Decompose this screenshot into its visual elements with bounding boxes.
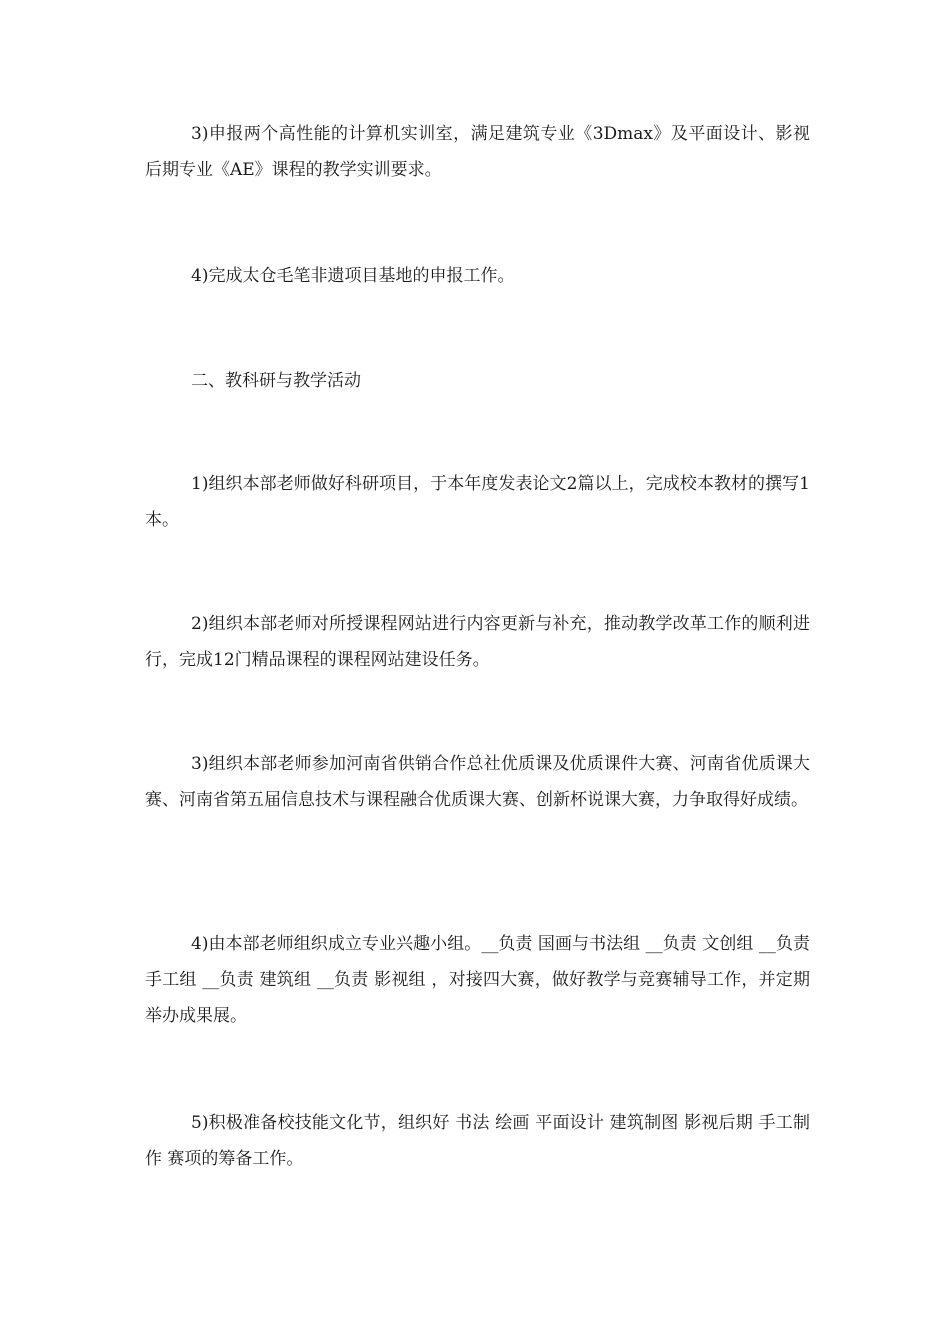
paragraph-brush-heritage-base: 4)完成太仓毛笔非遗项目基地的申报工作。 <box>191 266 515 286</box>
paragraph-course-websites: 2)组织本部老师对所授课程网站进行内容更新与补充，推动教学改革工作的顺利进行，完成12门精品课程的课程网站建设任务。 <box>145 614 810 670</box>
paragraph-research-projects: 1)组织本部老师做好科研项目，于本年度发表论文2篇以上，完成校本教材的撰写1本。 <box>145 474 810 530</box>
paragraph-teaching-competitions: 3)组织本部老师参加河南省供销合作总社优质课及优质课件大赛、河南省优质课大赛、河南省第五届信息技术与课程融合优质课大赛、创新杯说课大赛，力争取得好成绩。 <box>145 754 810 810</box>
paragraph-interest-groups: 4)由本部老师组织成立专业兴趣小组。__负责 国画与书法组 __负责 文创组 __负责 手工组 __负责 建筑组 __负责 影视组 ，对接四大赛，做好教学与竞赛辅导工作，并定期举办成果展。 <box>145 934 810 1026</box>
paragraph-skills-festival: 5)积极准备校技能文化节，组织好 书法 绘画 平面设计 建筑制图 影视后期 手工制作 赛项的筹备工作。 <box>145 1113 810 1169</box>
paragraph-computer-lab-application: 3)申报两个高性能的计算机实训室，满足建筑专业《3Dmax》及平面设计、影视后期专业《AE》课程的教学实训要求。 <box>145 124 810 180</box>
section-heading-research-teaching: 二、教科研与教学活动 <box>191 371 361 391</box>
